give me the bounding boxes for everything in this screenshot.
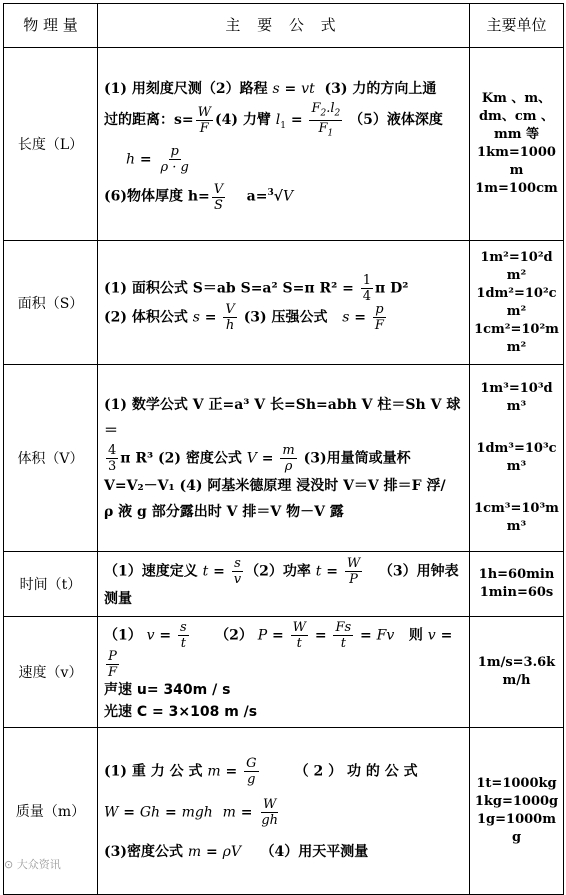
watermark: ⊙ 大众资讯 bbox=[4, 858, 61, 871]
header-unit: 主要单位 bbox=[470, 4, 564, 48]
quantity-volume: 体积（V） bbox=[4, 365, 98, 552]
formula-length: (1) 用刻度尺测（2）路程 s = vt (3) 力的方向上通 过的距离：s= $\frac{W}{F}$ (4) 力臂 $l_1$ = $\frac{F_2.l_2}{F_1}$ （5）液体深度 h = $\frac{p}{\rho \cdot g}$ (6)物体厚度 h= $\frac{V}{S}$ a=$^3$√V bbox=[98, 48, 470, 241]
unit-speed: 1m/s=3.6k m/h bbox=[470, 617, 564, 728]
formula-speed: （1） v = $\frac{s}{t}$ （2） P = $\frac{W}{t}$ = $\frac{Fs}{t}$ = Fv 则 v = $\frac{P}{F}$ 声速 u= 340m / s 光速 C = 3×108 m /s bbox=[98, 617, 470, 728]
quantity-time: 时间（t） bbox=[4, 552, 98, 617]
unit-length: Km 、m、 dm、cm 、 mm 等 1km=1000 m 1m=100cm bbox=[470, 48, 564, 241]
row-time bbox=[4, 552, 564, 617]
unit-area: 1m²=10²d m² 1dm²=10²c m² 1cm²=10²m m² bbox=[470, 241, 564, 365]
physics-formula-table bbox=[3, 3, 564, 895]
quantity-mass: 质量（m） bbox=[4, 728, 98, 895]
header-quantity: 物 理 量 bbox=[4, 4, 98, 48]
quantity-speed: 速度（v） bbox=[4, 617, 98, 728]
row-mass bbox=[4, 728, 564, 895]
quantity-area: 面积（S） bbox=[4, 241, 98, 365]
row-length bbox=[4, 48, 564, 241]
unit-volume: 1m³=10³d m³ 1dm³=10³c m³ 1cm³=10³m m³ bbox=[470, 365, 564, 552]
header-row bbox=[4, 4, 564, 48]
formula-time: （1）速度定义 t = $\frac{s}{v}$ （2）功率 t = $\frac{W}{P}$ （3）用钟表 测量 bbox=[98, 552, 470, 617]
formula-mass: (1) 重 力 公 式 m = $\frac{G}{g}$ （ 2 ） 功 的 公 式 W = Gh = mgh m = $\frac{W}{gh}$ (3)密度公式 m = ρV （4）用天平测量 bbox=[98, 728, 470, 895]
formula-volume: (1) 数学公式 V 正=a³ V 长=Sh=abh V 柱＝Sh V 球＝ $\frac{4}{3}$ π R³ (2) 密度公式 V = $\frac{m}{\rho}$ (3)用量筒或量杯 V=V₂－V₁ (4) 阿基米德原理 浸没时 V＝V 排＝F 浮/ ρ 液 g 部分露出时 V 排＝V 物－V 露 bbox=[98, 365, 470, 552]
row-volume bbox=[4, 365, 564, 552]
header-formula: 主 要 公 式 bbox=[98, 4, 470, 48]
row-area bbox=[4, 241, 564, 365]
quantity-length: 长度（L） bbox=[4, 48, 98, 241]
unit-time: 1h=60min 1min=60s bbox=[470, 552, 564, 617]
formula-area: (1) 面积公式 S＝ab S=a² S=π R² = $\frac{1}{4}$ π D² (2) 体积公式 s = $\frac{V}{h}$ (3) 压强公式 s = $\frac{p}{F}$ bbox=[98, 241, 470, 365]
unit-mass: 1t=1000kg 1kg=1000g 1g=1000m g bbox=[470, 728, 564, 895]
row-speed bbox=[4, 617, 564, 728]
